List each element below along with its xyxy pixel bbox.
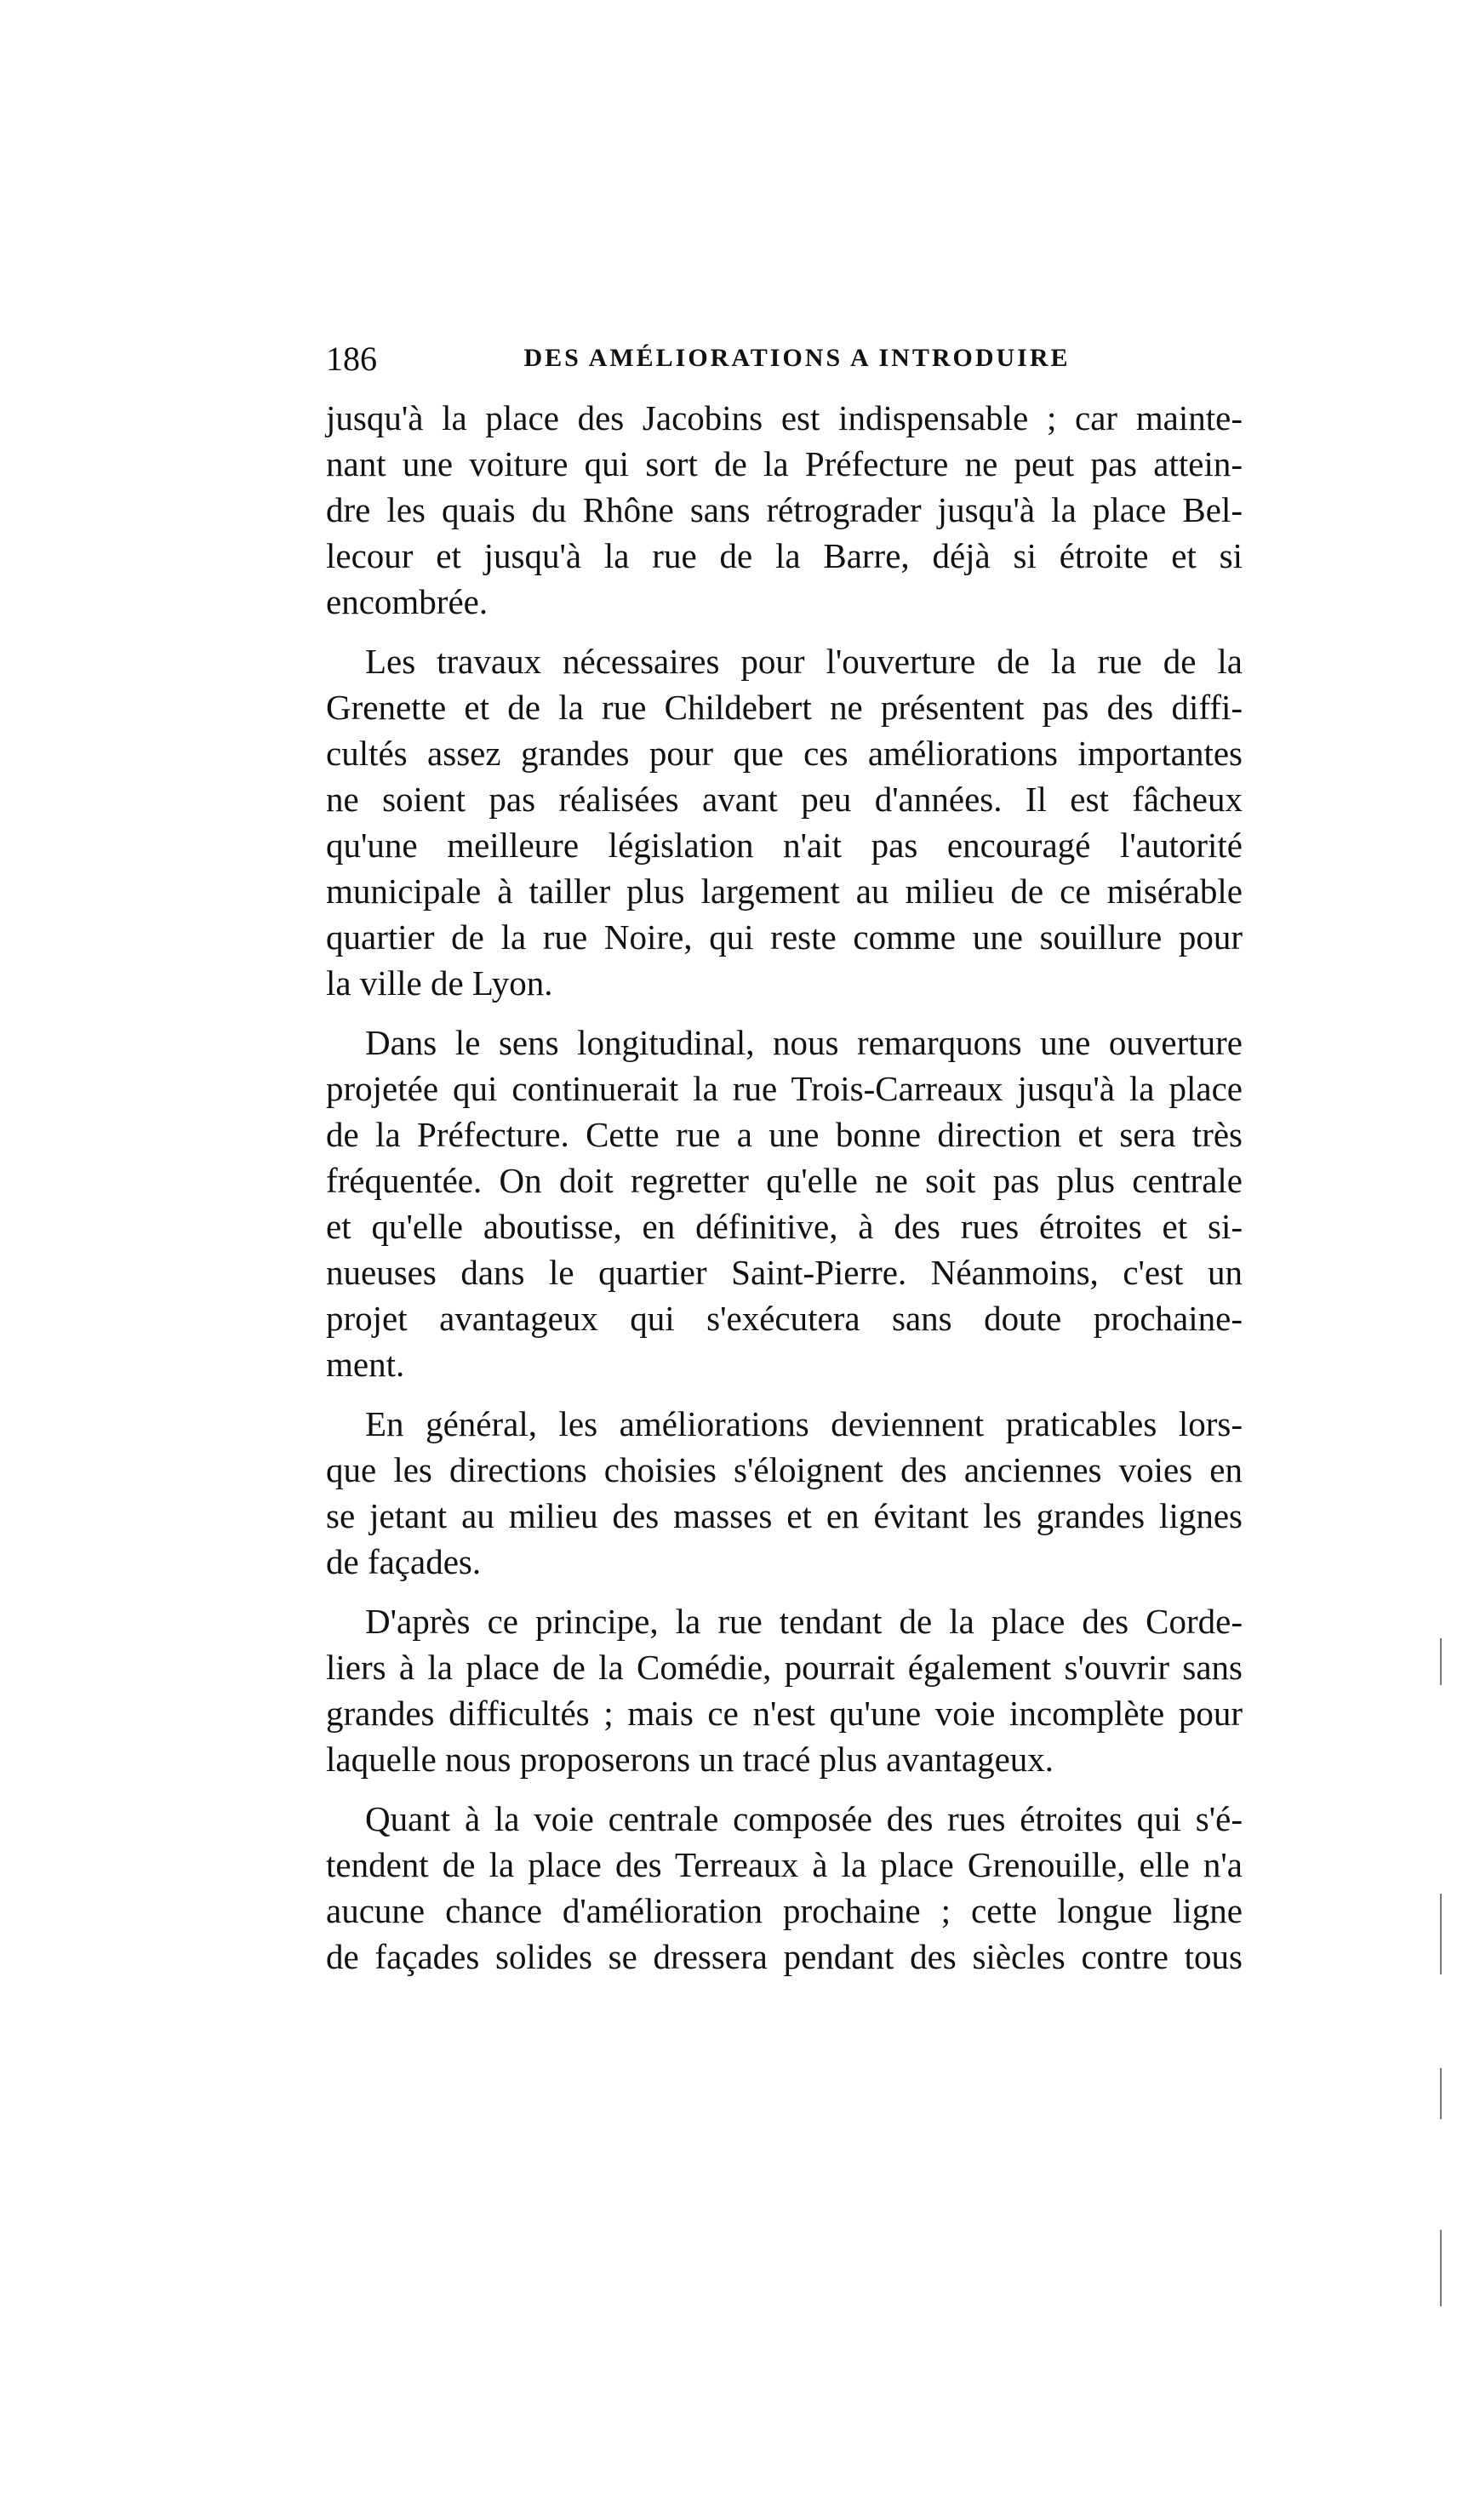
text-line: qu'une meilleure législation n'ait pas encouragé l'autorité — [326, 826, 1243, 865]
text-line: dre les quais du Rhône sans rétrograder jusqu'à la place Bel- — [326, 490, 1243, 529]
running-title: DES AMÉLIORATIONS A INTRODUIRE — [523, 344, 1071, 372]
text-line: se jetant au milieu des masses et en évitant les grandes lignes — [326, 1496, 1243, 1535]
text-line: fréquentée. On doit regretter qu'elle ne soit pas plus centrale — [326, 1161, 1243, 1200]
text-line: Grenette et de la rue Childebert ne présentent pas des diffi- — [326, 688, 1243, 727]
text-line: quartier de la rue Noire, qui reste comme une souillure pour — [326, 917, 1243, 957]
text-line: projet avantageux qui s'exécutera sans doute prochaine- — [326, 1299, 1243, 1338]
page-header — [326, 339, 1243, 381]
text-line: ment. — [326, 1345, 405, 1384]
text-line: laquelle nous proposerons un tracé plus avantageux. — [326, 1740, 1054, 1779]
scan-edge-mark — [1440, 2230, 1442, 2306]
text-line: D'après ce principe, la rue tendant de la place des Corde- — [365, 1602, 1243, 1641]
text-line: Quant à la voie centrale composée des rues étroites qui s'é- — [365, 1799, 1243, 1838]
paragraph — [326, 395, 1243, 625]
paragraph — [326, 1598, 1243, 1782]
scan-edge-mark — [1440, 1894, 1442, 1974]
text-line: nant une voiture qui sort de la Préfecture ne peut pas attein- — [326, 444, 1243, 483]
text-line: grandes difficultés ; mais ce n'est qu'une voie incomplète pour — [326, 1694, 1243, 1733]
text-line: municipale à tailler plus largement au milieu de ce misérable — [326, 871, 1243, 911]
paragraph — [326, 1401, 1243, 1585]
text-line: jusqu'à la place des Jacobins est indispensable ; car mainte- — [326, 398, 1243, 437]
paragraph — [326, 1020, 1243, 1387]
text-line: projetée qui continuerait la rue Trois-Carreaux jusqu'à la place — [326, 1069, 1243, 1108]
scan-edge-mark — [1440, 1638, 1442, 1685]
body-text — [326, 395, 1243, 1993]
paragraph — [326, 1796, 1243, 1980]
page-number: 186 — [326, 340, 377, 378]
text-line: de la Préfecture. Cette rue a une bonne direction et sera très — [326, 1115, 1243, 1154]
text-line: cultés assez grandes pour que ces améliorations importantes — [326, 734, 1243, 773]
text-line: la ville de Lyon. — [326, 963, 553, 1003]
scan-edge-mark — [1440, 2068, 1442, 2119]
paragraph — [326, 638, 1243, 1006]
text-line: liers à la place de la Comédie, pourrait également s'ouvrir sans — [326, 1648, 1243, 1687]
text-line: de façades solides se dressera pendant des siècles contre tous — [326, 1937, 1243, 1976]
text-line: tendent de la place des Terreaux à la place Grenouille, elle n'a — [326, 1845, 1243, 1884]
text-line: lecour et jusqu'à la rue de la Barre, déjà si étroite et si — [326, 536, 1243, 575]
text-line: de façades. — [326, 1542, 482, 1581]
text-line: que les directions choisies s'éloignent des anciennes voies en — [326, 1450, 1243, 1489]
text-line: En général, les améliorations deviennent praticables lors- — [365, 1404, 1243, 1443]
text-line: ne soient pas réalisées avant peu d'années. Il est fâcheux — [326, 780, 1243, 819]
text-line: Dans le sens longitudinal, nous remarquons une ouverture — [365, 1023, 1243, 1062]
text-line: et qu'elle aboutisse, en définitive, à des rues étroites et si- — [326, 1207, 1243, 1246]
text-line: encombrée. — [326, 582, 489, 621]
text-line: aucune chance d'amélioration prochaine ; cette longue ligne — [326, 1891, 1243, 1930]
text-line: Les travaux nécessaires pour l'ouverture de la rue de la — [365, 642, 1243, 681]
text-line: nueuses dans le quartier Saint-Pierre. Néanmoins, c'est un — [326, 1253, 1243, 1292]
